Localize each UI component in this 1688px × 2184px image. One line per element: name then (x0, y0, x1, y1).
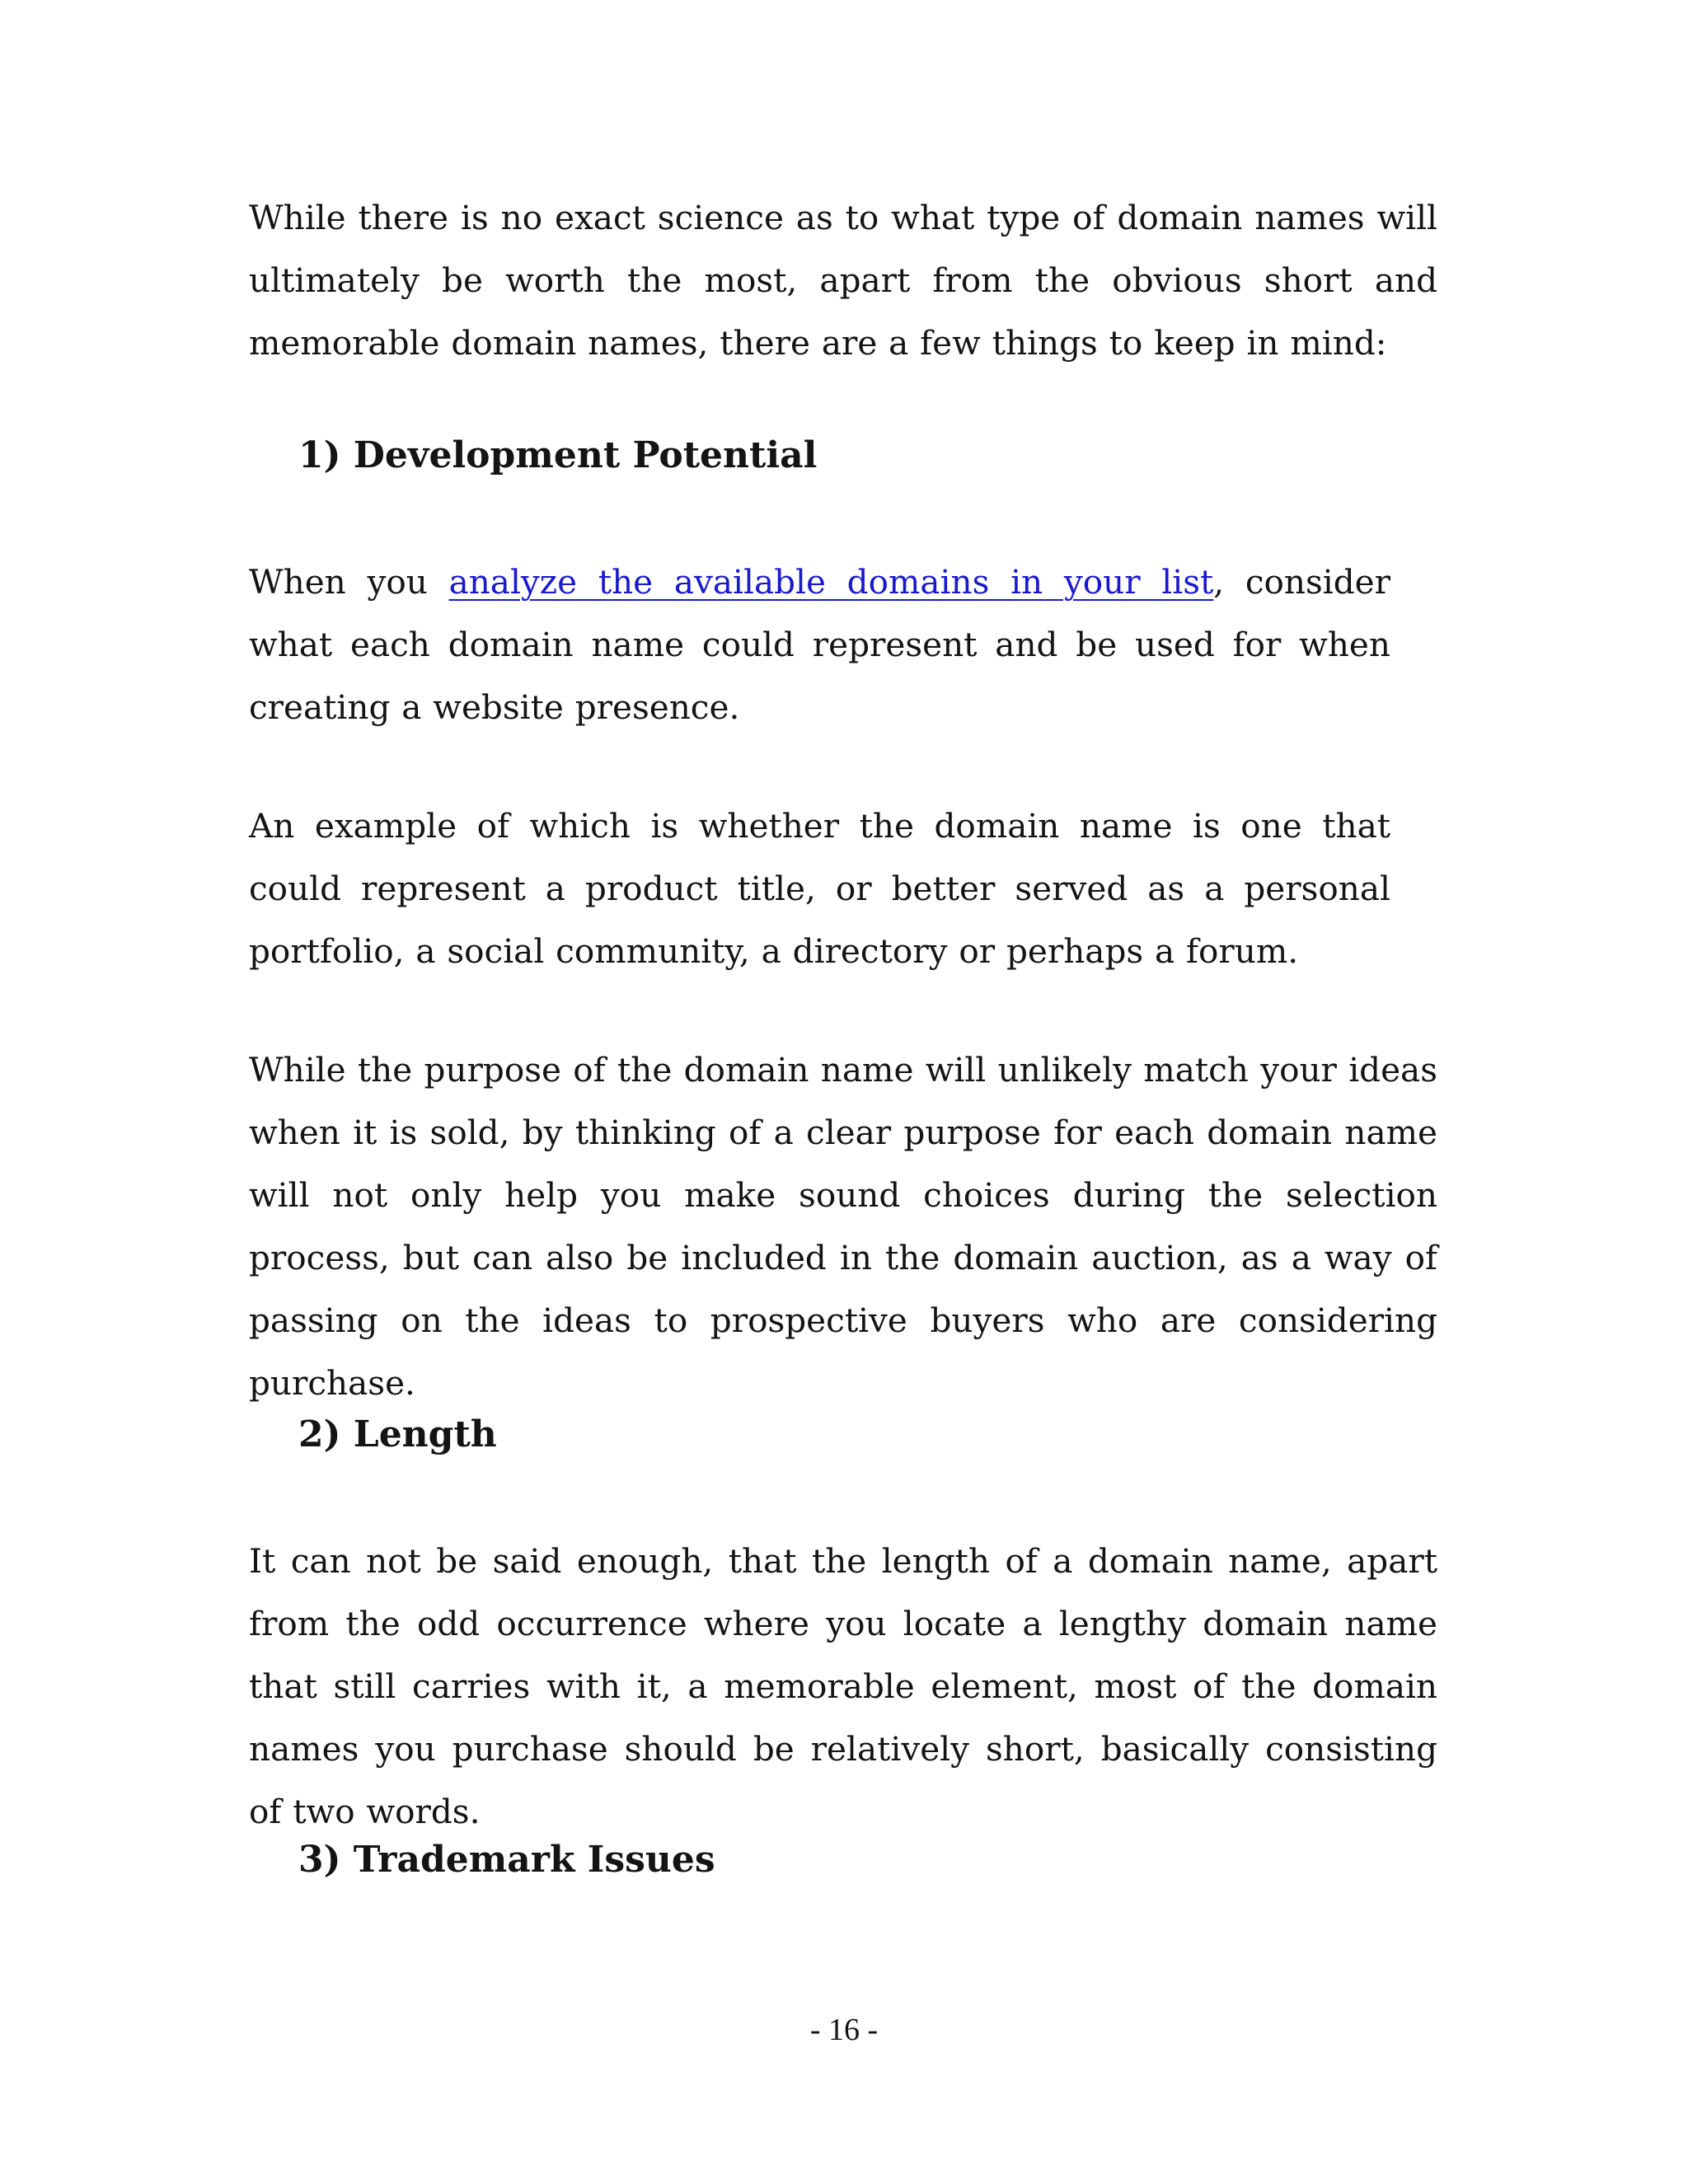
heading-length: 2) Length (298, 1413, 497, 1455)
length-paragraph: It can not be said enough, that the length of a domain name, apart from the odd occurrence where you locate a lengthy domain name that still carries with it, a memorable element, most of the domain names you purchase should be relatively short, basically consisting of two words. (249, 1541, 1437, 1831)
page-number: - 16 - (809, 2013, 879, 2047)
development-paragraph-3: While the purpose of the domain name will unlikely match your ideas when it is sold, by thinking of a clear purpose for each domain name will not only help you make sound choices during the selection process, but can also be included in the domain auction, as a way of passing on the ideas to prospective buyers who are considering purchase. (249, 1050, 1437, 1403)
paragraph-text: When you (249, 562, 449, 602)
development-paragraph-1 (249, 551, 1390, 738)
analyze-domains-link[interactable]: analyze the available domains in your list (448, 562, 1214, 602)
development-paragraph-2: An example of which is whether the domain name is one that could represent a product title, or better served as a personal portfolio, a social community, a directory or perhaps a forum. (249, 806, 1390, 971)
heading-development-potential: 1) Development Potential (298, 434, 818, 476)
heading-trademark-issues: 3) Trademark Issues (298, 1839, 715, 1881)
intro-paragraph: While there is no exact science as to what type of domain names will ultimately be worth the most, apart from the obvious short and memorable domain names, there are a few things to keep in mind: (249, 198, 1437, 363)
paragraph-text: , consider what each domain name could represent and be used for when creating a website presence. (249, 562, 1391, 727)
